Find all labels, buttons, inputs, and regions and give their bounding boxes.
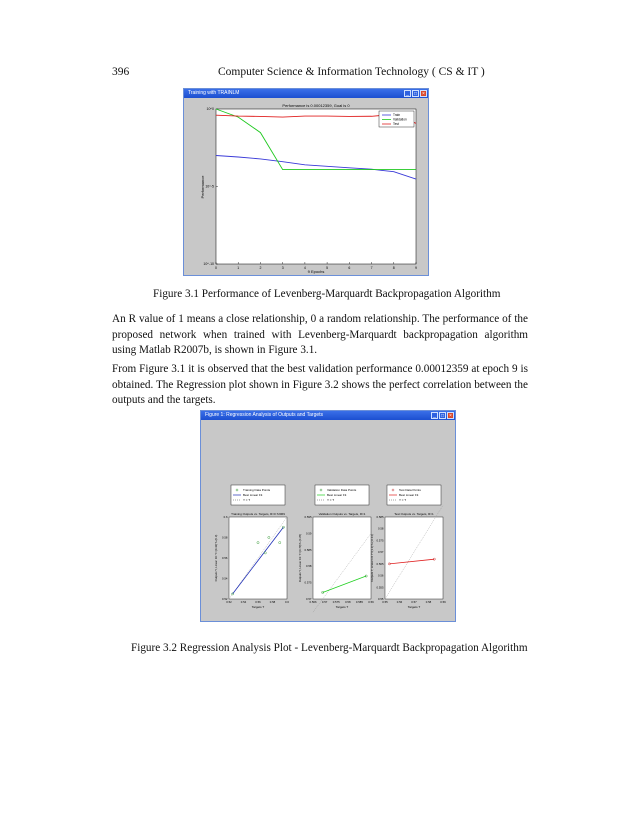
legend-label: Best Linear Fit (399, 493, 419, 498)
y-tick-label: 0.58 (378, 526, 384, 531)
maximize-icon[interactable]: □ (440, 413, 445, 419)
performance-ylabel: Performance (200, 175, 205, 199)
legend-label: Best Linear Fit (327, 493, 347, 498)
x-tick-label: 9 (415, 266, 417, 270)
regression-xlabel: Targets T (335, 605, 349, 609)
x-tick-label: 0.575 (332, 600, 340, 604)
x-tick-label: 0.58 (345, 600, 351, 604)
performance-title: Performance is 0.00012359, Goal is 0 (282, 103, 350, 108)
training-window-titlebar (184, 89, 428, 98)
regression-title: Test Outputs vs. Targets, R=1 (394, 512, 434, 516)
performance-axes (216, 109, 416, 264)
x-tick-label: 0 (215, 266, 217, 270)
x-tick-label: 1 (237, 266, 240, 270)
y-tick-label: 0.58 (222, 535, 228, 540)
legend-label: Validation Data Points (327, 488, 357, 493)
x-tick-label: 0.57 (411, 600, 417, 604)
running-head: Computer Science & Information Technology ( CS & IT ) (218, 66, 485, 78)
x-tick-label: 0.56 (396, 600, 403, 604)
y-tick-label: 0.585 (376, 515, 384, 519)
legend-label: Y = T (399, 498, 407, 503)
paragraph-1: An R value of 1 means a close relationship, 0 a random relationship. The performance of the proposed network when trained with Levenberg-Marquardt backpropagation algorithm using Matlab R2007b, is shown in Figure 3.1. (112, 313, 528, 357)
legend-label: Test Data Points (399, 488, 421, 493)
y-tick-label: 0.59 (306, 531, 312, 536)
y-tick-label: 0.56 (378, 573, 384, 578)
y-tick-label: 0.575 (304, 580, 312, 585)
close-icon[interactable]: × (420, 90, 427, 97)
y-tick-label: 0.555 (376, 585, 384, 590)
y-tick-label: 0.595 (304, 515, 312, 519)
x-tick-label: 0.59 (368, 600, 374, 604)
x-tick-label: 0.55 (382, 600, 388, 604)
y-tick-label: 0.52 (222, 597, 228, 601)
x-tick-label: 0.57 (321, 600, 328, 604)
y-tick-label: 0.575 (376, 538, 384, 543)
x-tick-label: 0.6 (285, 600, 289, 604)
x-tick-label: 0.54 (240, 600, 247, 604)
legend-label: Train (393, 113, 401, 118)
y-tick-label: 0.6 (223, 515, 228, 519)
regression-window-titlebar (201, 411, 455, 420)
x-tick-label: 3 (281, 266, 284, 270)
training-window (183, 88, 429, 276)
x-tick-label: 0.59 (440, 600, 446, 604)
regression-ylabel: Outputs Y, Linear Fit: Y=(0.78)T+(0.35) (298, 533, 302, 583)
legend-label: Training Data Points (243, 488, 271, 493)
regression-panel-3 (370, 485, 446, 609)
training-window-title: Training with TRAINLM (188, 90, 240, 96)
regression-ylabel: Outputs Y, Linear Fit: Y=(0.42)T+(0.3) (214, 534, 218, 582)
y-tick-label: 0.55 (378, 597, 384, 601)
legend-label: Best Linear Fit (243, 493, 263, 498)
x-tick-label: 4 (303, 266, 306, 270)
regression-panel-2 (298, 485, 374, 612)
figure1-caption: Figure 3.1 Performance of Levenberg-Marquardt Backpropagation Algorithm (153, 288, 501, 300)
page-number: 396 (112, 66, 130, 78)
x-tick-label: 2 (259, 266, 262, 270)
y-tick-label: 0.57 (306, 597, 312, 601)
y-tick-label: 0.585 (304, 547, 312, 552)
regression-xlabel: Targets T (407, 605, 421, 609)
regression-panel-1 (214, 485, 289, 609)
x-tick-label: 5 (326, 266, 329, 270)
performance-plot (184, 99, 428, 275)
legend-label: Test (393, 122, 399, 127)
regression-window-title: Figure 1: Regression Analysis of Outputs and Targets (205, 412, 324, 418)
y-tick-label: 0.58 (306, 564, 312, 569)
maximize-icon[interactable]: □ (413, 91, 418, 97)
x-tick-label: 0.52 (226, 600, 232, 604)
y-tick-label: 0.54 (222, 576, 228, 581)
regression-title: Validation Outputs vs. Targets, R=1 (318, 512, 366, 516)
minimize-icon[interactable]: _ (404, 90, 411, 97)
regression-title: Training Outputs vs. Targets, R=0.72069 (231, 512, 285, 516)
x-tick-label: 0.56 (255, 600, 261, 604)
legend-label: Y = T (327, 498, 335, 503)
performance-xlabel: 9 Epochs (307, 269, 325, 274)
regression-axes (313, 517, 371, 599)
x-tick-label: 0.58 (269, 600, 276, 604)
y-tick-label: 0.56 (222, 556, 228, 560)
y-tick-label: 0.57 (378, 550, 384, 555)
y-tick-label: 10^-5 (205, 184, 214, 189)
figure2-caption: Figure 3.2 Regression Analysis Plot - Levenberg-Marquardt Backpropagation Algorithm (131, 642, 528, 654)
x-tick-label: 6 (348, 266, 351, 270)
legend-label: Y = T (243, 498, 251, 503)
regression-ylabel: Outputs Y, Linear Fit: Y=(1.1)T+(-0.11) (370, 534, 374, 582)
x-tick-label: 7 (370, 266, 373, 270)
x-tick-label: 0.566 (309, 600, 317, 604)
close-icon[interactable]: × (447, 412, 454, 419)
regression-plots (201, 421, 455, 621)
paragraph-2: From Figure 3.1 it is observed that the best validation performance 0.00012359 at epoch 9 is obtained. The Regression plot shown in Figure 3.2 shows the perfect correlation between the outputs and the targets. (112, 363, 528, 407)
x-tick-label: 8 (392, 266, 395, 270)
y-tick-label: 0.565 (376, 561, 384, 566)
regression-window (200, 410, 456, 622)
x-tick-label: 0.585 (355, 600, 363, 604)
regression-xlabel: Targets T (251, 605, 265, 609)
x-tick-label: 0.58 (425, 600, 432, 604)
y-tick-label: 10^-10 (203, 262, 214, 267)
legend-label: Validation (393, 117, 407, 122)
minimize-icon[interactable]: _ (431, 412, 438, 419)
y-tick-label: 10^0 (206, 107, 214, 112)
